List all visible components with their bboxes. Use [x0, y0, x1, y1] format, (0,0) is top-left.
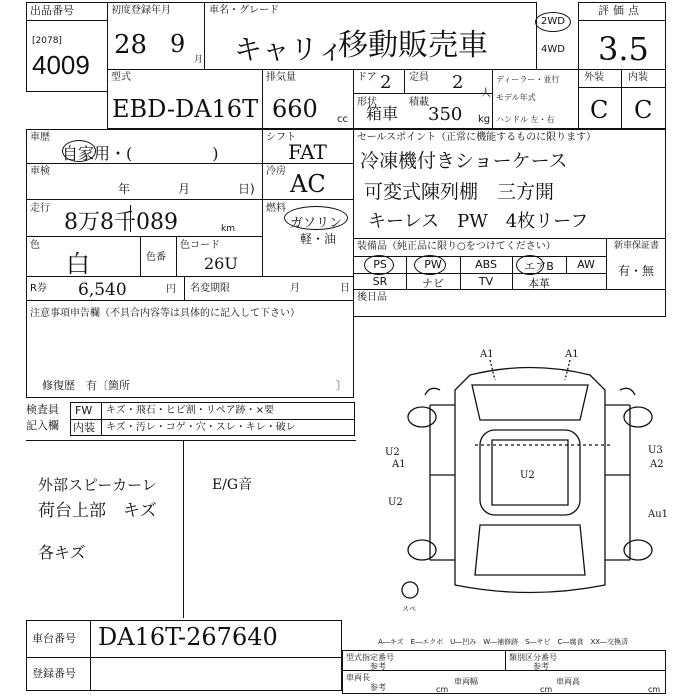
shift-value: FAT	[288, 140, 327, 164]
equip-navi: ナビ	[422, 277, 444, 290]
car-name: キャリィ	[234, 33, 345, 66]
checker-interior-items: キズ・汚レ・コゲ・穴・スレ・キレ・破レ	[106, 422, 296, 433]
selling-label: セールスポイント（正常に機能するものに限ります）	[357, 132, 597, 143]
new-cert-value: 有・無	[618, 264, 655, 278]
checker-interior: 内装	[73, 421, 95, 434]
lot-sub: [2078]	[32, 36, 62, 46]
dealer-label: ディーラー・並行	[496, 75, 560, 84]
equip-abs: ABS	[475, 258, 497, 271]
cc-unit: cc	[337, 114, 348, 125]
ref1: 参考	[370, 662, 386, 671]
notes-label: 注意事項申告欄（不具合内容等は具体的に記入して下さい）	[30, 308, 300, 319]
mileage-value: 8万8千089	[64, 210, 178, 235]
category-label: 類別区分番号	[509, 653, 557, 662]
checker-eg: E/G音	[212, 477, 253, 493]
equip-pw: PW	[424, 258, 442, 271]
ps-circle-icon	[364, 255, 394, 275]
length-label: 車両長	[346, 673, 370, 682]
doors: 2	[380, 72, 392, 93]
inspection-year-unit: 年	[118, 182, 131, 196]
shift-label: シフト	[266, 132, 296, 143]
history-label: 車歴	[30, 132, 50, 143]
recycle-value: 6,540	[78, 280, 127, 300]
chassis-label: 車台番号	[32, 632, 76, 645]
checker-line1: 外部スピーカーレ	[38, 476, 157, 494]
score: 3.5	[598, 30, 649, 68]
chassis-value: DA16T-267640	[98, 623, 278, 651]
equip-ps: PS	[373, 258, 387, 271]
checker-fw-items: キズ・飛石・ヒビ割・リペア跡・×要	[106, 405, 274, 416]
color-code: 26U	[204, 254, 238, 273]
inspection-label: 車検	[30, 166, 50, 177]
mark-u2-center: U2	[520, 470, 535, 481]
repair-label: 修復歴 有〔箇所	[42, 379, 130, 392]
cm-unit-2: cm	[540, 685, 553, 694]
kg-unit: kg	[478, 114, 491, 125]
color-code-label: 色コード	[180, 240, 220, 251]
equipment-label: 装備品（純正品に限り○をつけてください）	[357, 241, 556, 252]
car-name-label: 車名・グレード	[209, 5, 279, 16]
body: 箱車	[366, 104, 399, 123]
color-num-label: 色番	[146, 252, 166, 263]
int-label: 内装	[628, 72, 648, 83]
mark-u3-right: U3	[648, 445, 663, 456]
repair-end: 〕	[336, 379, 347, 392]
recycle-label: R券	[30, 283, 47, 294]
mark-a1-left: A1	[392, 459, 406, 470]
equip-sr: SR	[372, 275, 388, 288]
mark-a2-right: A2	[650, 459, 664, 470]
inspection-day-unit: 日)	[238, 182, 255, 196]
cm-unit-1: cm	[436, 685, 449, 694]
doors-label: ドア	[357, 72, 377, 83]
fuel-circle-icon	[284, 206, 348, 230]
pw-circle-icon	[414, 255, 446, 275]
first-reg-month: 9	[170, 30, 186, 58]
registration-label: 登録番号	[32, 667, 76, 680]
mileage-unit: km	[221, 224, 235, 234]
ref2: 参考	[533, 662, 549, 671]
mark-u2-left-bottom: U2	[388, 497, 403, 508]
change-label: 名変期限	[190, 283, 230, 294]
new-cert-label: 新車保証書	[614, 241, 660, 251]
score-label: 評価点	[598, 4, 643, 17]
inspection-month-unit: 月	[178, 182, 191, 196]
equip-tv: TV	[478, 275, 494, 288]
model-year-label: モデル年式	[496, 93, 536, 102]
selling-line2: 可変式陳列棚 三方開	[364, 181, 555, 203]
equip-airbag: エアB	[524, 260, 554, 273]
change-month: 月	[290, 283, 300, 294]
drive-2wd: 2WD	[541, 16, 565, 27]
aftermarket-box	[353, 289, 666, 317]
equip-aw: AW	[577, 258, 595, 271]
width-label: 車両幅	[454, 677, 478, 686]
mark-u2-left-top: U2	[385, 447, 400, 458]
model: EBD-DA16T	[112, 95, 259, 123]
cm-unit-3: cm	[648, 685, 661, 694]
displacement: 660	[272, 95, 318, 123]
color-value: 白	[66, 250, 90, 278]
load: 350	[428, 104, 463, 125]
fuel-value2: 軽・油	[300, 232, 337, 246]
fuel-value1: ガソリン	[290, 216, 343, 231]
checker-line3: 各キズ	[38, 543, 86, 562]
history-value: 自家用・( )	[62, 144, 219, 163]
first-reg-year: 28	[114, 30, 148, 60]
damage-legend: A―キズ E―エクボ U―凹み W―補修跡 S―サビ C―腐食 XX―交換済	[378, 638, 629, 646]
selling-line1: 冷凍機付きショーケース	[360, 150, 568, 172]
aftermarket-label: 後日品	[357, 292, 387, 303]
mileage-label: 走行	[30, 203, 50, 214]
capacity: 2	[452, 72, 464, 93]
airbag-circle-icon	[516, 255, 544, 275]
checker-fw: FW	[75, 404, 93, 417]
lot-number: 4009	[32, 50, 90, 80]
ac-label: 冷房	[266, 166, 286, 177]
ext-grade: C	[590, 96, 609, 124]
int-grade: C	[634, 96, 653, 124]
first-reg-label: 初度登録年月	[111, 5, 171, 16]
month-unit: 月	[194, 55, 204, 65]
equip-leather: 本革	[528, 277, 550, 290]
mark-a1-front-right: A1	[565, 349, 579, 360]
handle-label: ハンドル 左・右	[496, 115, 555, 124]
height-label: 車両高	[556, 677, 580, 686]
body-label: 形状	[357, 97, 377, 108]
model-label: 型式	[111, 72, 131, 83]
checker-label1: 検査員	[26, 403, 59, 416]
history-circle-icon	[62, 140, 96, 162]
checker-line2: 荷台上部 キズ	[38, 501, 157, 521]
capacity-label: 定員	[409, 72, 429, 83]
mark-au1-right: Au1	[648, 509, 669, 520]
recycle-yen: 円	[166, 284, 176, 295]
ext-label: 外装	[584, 72, 604, 83]
color-label: 色	[30, 240, 40, 251]
lot-label: 出品番号	[30, 4, 74, 17]
displacement-label: 排気量	[266, 72, 296, 83]
drive-4wd: 4WD	[541, 44, 565, 55]
fuel-label: 燃料	[266, 203, 286, 214]
load-label: 積載	[409, 97, 429, 108]
ref3: 参考	[370, 683, 386, 692]
mark-spare: スペ	[402, 605, 416, 613]
person-unit: 人	[481, 88, 491, 99]
mark-a1-front-left: A1	[480, 349, 494, 360]
car-diagram	[380, 345, 680, 625]
selling-line3: キーレス PW 4枚リーフ	[368, 211, 589, 232]
grade: 移動販売車	[338, 28, 488, 63]
drive-circle-icon	[535, 12, 571, 32]
designation-label: 型式指定番号	[346, 653, 394, 662]
ac-value: AC	[290, 170, 326, 198]
checker-label2: 記入欄	[26, 419, 59, 432]
change-day: 日	[340, 283, 350, 294]
